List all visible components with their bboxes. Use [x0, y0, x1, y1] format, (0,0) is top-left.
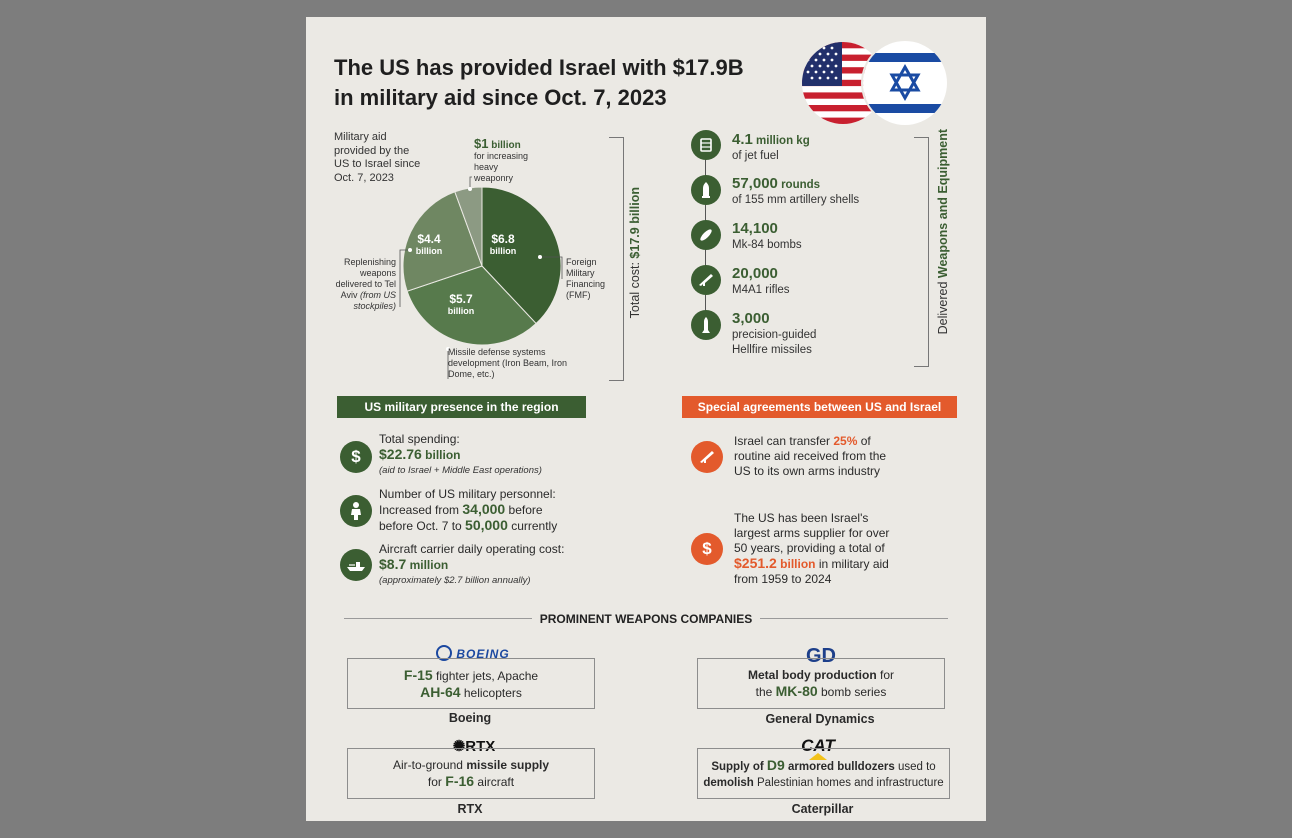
rifle-transfer-icon	[691, 441, 723, 473]
agreement-supplier: The US has been Israel's largest arms supplier for over 50 years, providing a total of $251.2 billion in military aid from 1959 to 2024	[734, 511, 890, 586]
agreement-transfer: Israel can transfer 25% of routine aid received from the US to its own arms industry	[734, 434, 887, 478]
rtx-name: RTX	[457, 802, 483, 816]
agreements-banner: Special agreements between US and Israel	[682, 396, 957, 418]
rifle-icon	[691, 265, 721, 295]
annotation-replenish: Replenishing weapons delivered to Tel Aviv (from US stockpiles)	[335, 257, 396, 311]
boeing-logo: BOEING	[423, 645, 523, 661]
gd-logo: GD	[806, 645, 836, 667]
pie-caption: Military aid provided by the US to Israel since Oct. 7, 2023	[334, 131, 421, 184]
rtx-box: Air-to-ground missile supply for F-16 aircraft	[347, 748, 595, 799]
missile-icon	[691, 310, 721, 340]
annotation-heavy-weaponry: $1 billion for increasing heavy weaponry	[474, 136, 529, 183]
cat-logo: CAT	[793, 736, 843, 760]
companies-heading: PROMINENT WEAPONS COMPANIES	[532, 612, 760, 626]
dollar-supplier-icon: $	[691, 533, 723, 565]
cat-name: Caterpillar	[791, 802, 854, 816]
presence-carrier: Aircraft carrier daily operating cost: $8.7 million (approximately $2.7 billion annually)	[379, 542, 565, 586]
boeing-name: Boeing	[448, 711, 492, 725]
artillery-shell-icon	[691, 175, 721, 205]
total-cost-label: Total cost: $17.9 billion	[628, 187, 642, 319]
pie-label-fmf: $6.8 billion	[489, 232, 517, 256]
annotation-missile: Missile defense systems development (Iron Beam, Iron Dome, etc.)	[448, 347, 568, 379]
gd-box: Metal body production for the MK-80 bomb series	[697, 658, 945, 709]
equipment-bracket	[914, 137, 929, 367]
boeing-box: F-15 fighter jets, Apache AH-64 helicopters	[347, 658, 595, 709]
pie-chart	[306, 17, 986, 417]
equipment-label: Delivered Weapons and Equipment	[936, 129, 950, 335]
rtx-logo: ✺RTX	[452, 738, 496, 755]
presence-spending: Total spending: $22.76 billion (aid to Israel + Middle East operations)	[379, 432, 542, 476]
bomb-icon	[691, 220, 721, 250]
page-title: The US has provided Israel with $17.9B in military aid since Oct. 7, 2023	[334, 55, 744, 110]
gd-name: General Dynamics	[765, 712, 875, 726]
soldier-icon	[340, 495, 372, 527]
equipment-item-bombs: 14,100 Mk-84 bombs	[732, 220, 802, 251]
aircraft-carrier-icon	[340, 549, 372, 581]
infographic-poster	[306, 17, 986, 821]
equipment-item-missiles: 3,000 precision-guided Hellfire missiles	[732, 310, 817, 356]
cat-box: Supply of D9 armored bulldozers used to demolish Palestinian homes and infrastructure	[697, 748, 950, 799]
presence-personnel: Number of US military personnel: Increased from 34,000 before before Oct. 7 to 50,000 currently	[379, 487, 558, 533]
fuel-barrel-icon	[691, 130, 721, 160]
pie-label-replenish: $4.4 billion	[415, 232, 443, 256]
annotation-fmf: Foreign Military Financing (FMF)	[566, 257, 606, 300]
presence-banner: US military presence in the region	[337, 396, 586, 418]
dollar-icon: $	[340, 441, 372, 473]
total-bracket	[609, 137, 624, 381]
equipment-item-rifles: 20,000 M4A1 rifles	[732, 265, 790, 296]
pie-label-missile: $5.7 billion	[447, 292, 475, 316]
rtx-logo-icon: ✺	[452, 738, 466, 755]
equipment-item-shells: 57,000 rounds of 155 mm artillery shells	[732, 175, 860, 206]
equipment-item-fuel: 4.1 million kg of jet fuel	[732, 131, 810, 162]
